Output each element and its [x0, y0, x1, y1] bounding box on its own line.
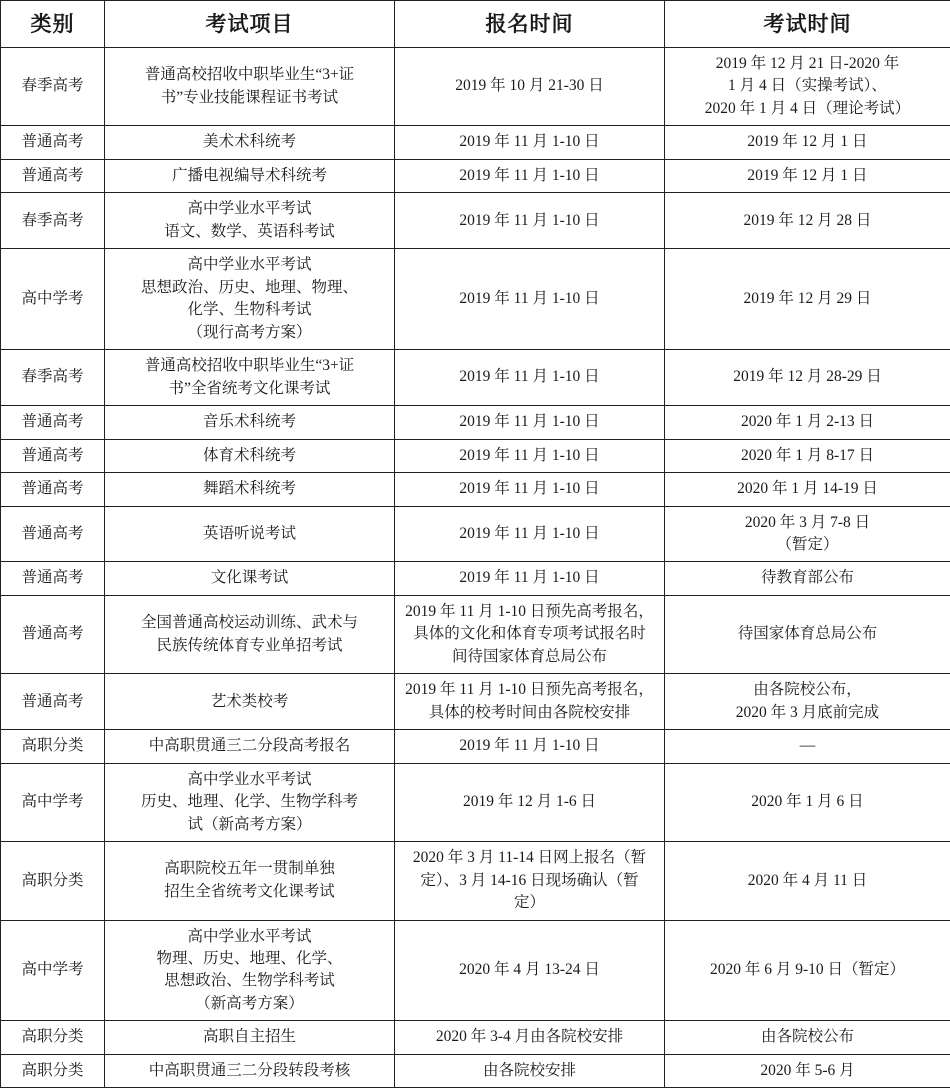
cell-project-line: 高中学业水平考试 [109, 926, 390, 948]
cell-signup-time [395, 842, 665, 920]
cell-exam-time-line: 2020 年 1 月 6 日 [669, 791, 946, 813]
cell-category-line: 高中学考 [5, 959, 100, 981]
cell-project-line: （现行高考方案） [109, 322, 390, 344]
table-row [1, 48, 950, 126]
cell-project-line: 民族传统体育专业单招考试 [109, 635, 390, 657]
cell-exam-time-line: 2019 年 12 月 1 日 [669, 165, 946, 187]
cell-project [105, 920, 395, 1021]
cell-exam-time [665, 730, 950, 763]
cell-category-line: 普通高考 [5, 131, 100, 153]
cell-signup-time-line: 具体的校考时间由各院校安排 [399, 702, 660, 724]
cell-exam-time-line: — [669, 735, 946, 757]
cell-exam-time [665, 126, 950, 159]
cell-exam-time-line: 由各院校公布 [669, 1026, 946, 1048]
cell-exam-time-line: 2020 年 3 月 7-8 日 [669, 512, 946, 534]
cell-exam-time [665, 595, 950, 673]
cell-category [1, 249, 105, 350]
cell-project-line: 全国普通高校运动训练、武术与 [109, 612, 390, 634]
cell-exam-time [665, 350, 950, 406]
cell-project-line: 舞蹈术科统考 [109, 478, 390, 500]
cell-exam-time-line: 2019 年 12 月 28 日 [669, 210, 946, 232]
cell-exam-time [665, 249, 950, 350]
cell-signup-time [395, 506, 665, 562]
cell-exam-time-line: 2020 年 1 月 2-13 日 [669, 411, 946, 433]
cell-project [105, 562, 395, 595]
cell-category [1, 842, 105, 920]
cell-exam-time-line: 待教育部公布 [669, 567, 946, 589]
cell-exam-time-line: 2019 年 12 月 21 日-2020 年 [669, 53, 946, 75]
cell-exam-time-line: 2020 年 1 月 14-19 日 [669, 478, 946, 500]
cell-project [105, 439, 395, 472]
cell-category [1, 406, 105, 439]
cell-exam-time-line: 2020 年 4 月 11 日 [669, 870, 946, 892]
cell-category [1, 193, 105, 249]
table-row [1, 350, 950, 406]
table-row [1, 126, 950, 159]
cell-signup-time [395, 159, 665, 192]
cell-exam-time [665, 1054, 950, 1087]
cell-exam-time-line: 2020 年 1 月 4 日（理论考试） [669, 98, 946, 120]
cell-category [1, 595, 105, 673]
cell-signup-time-line: 2019 年 11 月 1-10 日预先高考报名， [399, 601, 660, 623]
cell-exam-time [665, 562, 950, 595]
cell-project [105, 1054, 395, 1087]
cell-project-line: 普通高校招收中职毕业生“3+证 [109, 64, 390, 86]
cell-exam-time-line: 待国家体育总局公布 [669, 623, 946, 645]
cell-signup-time-line: 2019 年 11 月 1-10 日 [399, 131, 660, 153]
cell-signup-time [395, 674, 665, 730]
cell-exam-time-line: 2020 年 6 月 9-10 日（暂定） [669, 959, 946, 981]
cell-project [105, 193, 395, 249]
cell-category [1, 48, 105, 126]
cell-project-line: 高中学业水平考试 [109, 198, 390, 220]
cell-exam-time-line: 2020 年 1 月 8-17 日 [669, 445, 946, 467]
cell-exam-time [665, 842, 950, 920]
cell-signup-time-line: 2019 年 12 月 1-6 日 [399, 791, 660, 813]
cell-project-line: 高中学业水平考试 [109, 769, 390, 791]
cell-category-line: 普通高考 [5, 411, 100, 433]
cell-signup-time-line: 由各院校安排 [399, 1060, 660, 1082]
cell-signup-time-line: 具体的文化和体育专项考试报名时 [399, 623, 660, 645]
table-row [1, 406, 950, 439]
cell-category-line: 高中学考 [5, 791, 100, 813]
cell-exam-time [665, 439, 950, 472]
cell-category [1, 562, 105, 595]
table-row [1, 249, 950, 350]
cell-project-line: 思想政治、历史、地理、物理、 [109, 277, 390, 299]
cell-signup-time-line: 2020 年 3-4 月由各院校安排 [399, 1026, 660, 1048]
cell-project-line: 高中学业水平考试 [109, 254, 390, 276]
cell-project [105, 595, 395, 673]
cell-project-line: 高职自主招生 [109, 1026, 390, 1048]
cell-signup-time-line: 2020 年 4 月 13-24 日 [399, 959, 660, 981]
cell-signup-time [395, 1021, 665, 1054]
table-row [1, 159, 950, 192]
cell-signup-time [395, 249, 665, 350]
cell-category [1, 674, 105, 730]
cell-category-line: 高中学考 [5, 288, 100, 310]
cell-category [1, 159, 105, 192]
cell-signup-time [395, 406, 665, 439]
cell-exam-time [665, 193, 950, 249]
cell-project [105, 473, 395, 506]
cell-category [1, 439, 105, 472]
cell-category-line: 高职分类 [5, 735, 100, 757]
cell-category-line: 春季高考 [5, 210, 100, 232]
cell-category-line: 普通高考 [5, 523, 100, 545]
column-header-project: 考试项目 [105, 1, 395, 48]
table-row [1, 439, 950, 472]
cell-signup-time [395, 730, 665, 763]
cell-project-line: 广播电视编导术科统考 [109, 165, 390, 187]
cell-signup-time-line: 2019 年 11 月 1-10 日 [399, 735, 660, 757]
table-row [1, 1054, 950, 1087]
cell-exam-time [665, 763, 950, 841]
cell-project-line: 普通高校招收中职毕业生“3+证 [109, 355, 390, 377]
cell-project [105, 126, 395, 159]
cell-signup-time [395, 473, 665, 506]
cell-exam-time-line: 2020 年 5-6 月 [669, 1060, 946, 1082]
cell-signup-time [395, 1054, 665, 1087]
cell-signup-time [395, 595, 665, 673]
cell-exam-time-line: 2019 年 12 月 29 日 [669, 288, 946, 310]
table-row [1, 763, 950, 841]
table-body [1, 48, 950, 1088]
cell-project [105, 842, 395, 920]
cell-exam-time-line: 由各院校公布， [669, 679, 946, 701]
table-row [1, 920, 950, 1021]
cell-signup-time-line: 2020 年 3 月 11-14 日网上报名（暂 [399, 847, 660, 869]
cell-signup-time-line: 2019 年 11 月 1-10 日 [399, 411, 660, 433]
cell-project [105, 730, 395, 763]
cell-project-line: 化学、生物科考试 [109, 299, 390, 321]
cell-project [105, 159, 395, 192]
cell-project-line: 物理、历史、地理、化学、 [109, 948, 390, 970]
cell-signup-time-line: 2019 年 11 月 1-10 日 [399, 567, 660, 589]
cell-category-line: 普通高考 [5, 445, 100, 467]
cell-exam-time-line: 1 月 4 日（实操考试）、 [669, 75, 946, 97]
cell-category-line: 普通高考 [5, 478, 100, 500]
column-header-exam-time: 考试时间 [665, 1, 950, 48]
cell-category-line: 普通高考 [5, 623, 100, 645]
cell-project [105, 48, 395, 126]
cell-project-line: 文化课考试 [109, 567, 390, 589]
cell-exam-time-line: 2019 年 12 月 28-29 日 [669, 366, 946, 388]
table-row [1, 730, 950, 763]
cell-signup-time-line: 2019 年 11 月 1-10 日 [399, 523, 660, 545]
cell-project [105, 1021, 395, 1054]
cell-project [105, 506, 395, 562]
table-row [1, 193, 950, 249]
cell-category [1, 506, 105, 562]
cell-project-line: 语文、数学、英语科考试 [109, 221, 390, 243]
table-row [1, 506, 950, 562]
cell-exam-time [665, 1021, 950, 1054]
cell-exam-time [665, 506, 950, 562]
cell-category-line: 春季高考 [5, 366, 100, 388]
cell-exam-time [665, 473, 950, 506]
cell-project-line: 艺术类校考 [109, 691, 390, 713]
table-row [1, 595, 950, 673]
cell-exam-time-line: 2020 年 3 月底前完成 [669, 702, 946, 724]
cell-signup-time-line: 2019 年 11 月 1-10 日 [399, 445, 660, 467]
cell-category-line: 普通高考 [5, 165, 100, 187]
cell-signup-time-line: 2019 年 11 月 1-10 日预先高考报名， [399, 679, 660, 701]
cell-signup-time-line: 定） [399, 892, 660, 914]
cell-project-line: （新高考方案） [109, 993, 390, 1015]
cell-exam-time [665, 48, 950, 126]
cell-signup-time-line: 2019 年 10 月 21-30 日 [399, 75, 660, 97]
cell-project [105, 674, 395, 730]
cell-project [105, 350, 395, 406]
cell-signup-time [395, 350, 665, 406]
table-header-row [1, 1, 950, 48]
cell-category [1, 920, 105, 1021]
cell-project-line: 历史、地理、化学、生物学科考 [109, 791, 390, 813]
cell-category-line: 普通高考 [5, 567, 100, 589]
cell-project-line: 书”专业技能课程证书考试 [109, 87, 390, 109]
cell-signup-time [395, 193, 665, 249]
column-header-category: 类别 [1, 1, 105, 48]
cell-project [105, 406, 395, 439]
cell-project-line: 中高职贯通三二分段高考报名 [109, 735, 390, 757]
cell-category-line: 春季高考 [5, 75, 100, 97]
cell-signup-time-line: 定）、3 月 14-16 日现场确认（暂 [399, 870, 660, 892]
cell-category-line: 高职分类 [5, 1026, 100, 1048]
cell-signup-time-line: 2019 年 11 月 1-10 日 [399, 165, 660, 187]
cell-project-line: 书”全省统考文化课考试 [109, 378, 390, 400]
cell-exam-time-line: （暂定） [669, 534, 946, 556]
cell-category [1, 1054, 105, 1087]
cell-signup-time [395, 48, 665, 126]
cell-exam-time [665, 406, 950, 439]
table-row [1, 1021, 950, 1054]
cell-category [1, 350, 105, 406]
cell-category [1, 730, 105, 763]
cell-project-line: 招生全省统考文化课考试 [109, 881, 390, 903]
cell-signup-time [395, 920, 665, 1021]
cell-signup-time-line: 2019 年 11 月 1-10 日 [399, 210, 660, 232]
cell-exam-time-line: 2019 年 12 月 1 日 [669, 131, 946, 153]
table-row [1, 674, 950, 730]
cell-signup-time [395, 562, 665, 595]
cell-exam-time [665, 159, 950, 192]
cell-project-line: 美术术科统考 [109, 131, 390, 153]
cell-signup-time-line: 间待国家体育总局公布 [399, 646, 660, 668]
cell-project-line: 思想政治、生物学科考试 [109, 970, 390, 992]
table-row [1, 842, 950, 920]
cell-category [1, 1021, 105, 1054]
cell-category-line: 高职分类 [5, 1060, 100, 1082]
cell-project-line: 音乐术科统考 [109, 411, 390, 433]
cell-signup-time-line: 2019 年 11 月 1-10 日 [399, 366, 660, 388]
cell-category-line: 普通高考 [5, 691, 100, 713]
cell-project-line: 试（新高考方案） [109, 814, 390, 836]
cell-signup-time [395, 763, 665, 841]
cell-exam-time [665, 674, 950, 730]
table-row [1, 562, 950, 595]
cell-project [105, 249, 395, 350]
cell-project-line: 中高职贯通三二分段转段考核 [109, 1060, 390, 1082]
cell-project-line: 高职院校五年一贯制单独 [109, 858, 390, 880]
column-header-signup-time: 报名时间 [395, 1, 665, 48]
cell-project [105, 763, 395, 841]
cell-project-line: 英语听说考试 [109, 523, 390, 545]
table-row [1, 473, 950, 506]
cell-signup-time-line: 2019 年 11 月 1-10 日 [399, 478, 660, 500]
cell-project-line: 体育术科统考 [109, 445, 390, 467]
cell-category-line: 高职分类 [5, 870, 100, 892]
cell-exam-time [665, 920, 950, 1021]
cell-signup-time-line: 2019 年 11 月 1-10 日 [399, 288, 660, 310]
cell-category [1, 763, 105, 841]
cell-signup-time [395, 439, 665, 472]
cell-signup-time [395, 126, 665, 159]
cell-category [1, 473, 105, 506]
cell-category [1, 126, 105, 159]
